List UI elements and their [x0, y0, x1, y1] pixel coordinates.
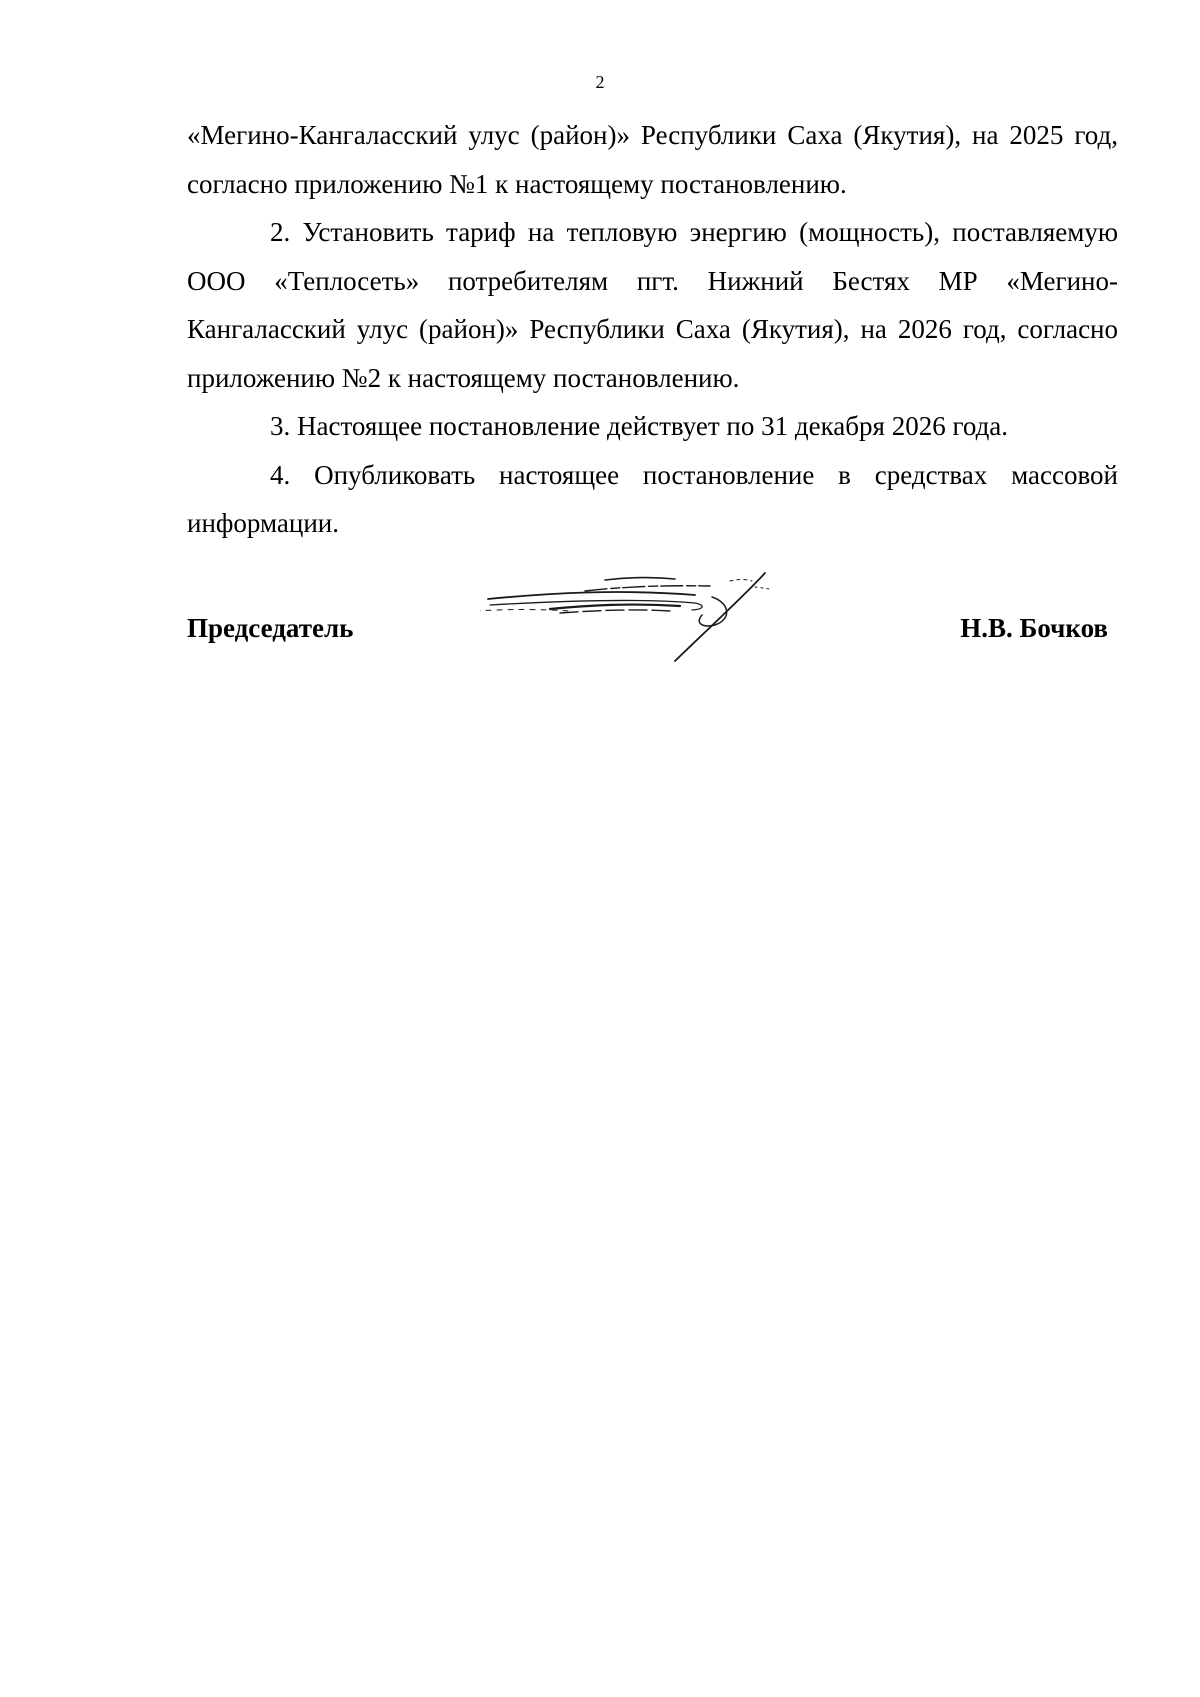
page-number: 2 — [595, 72, 605, 92]
paragraph-continuation: «Мегино-Кангаласский улус (район)» Республики Саха (Якутия), на 2025 год, согласно приложению №1 к настоящему постановлению. — [187, 120, 1118, 199]
signature-block — [187, 610, 1108, 650]
document-body — [187, 111, 1118, 548]
signatory-name: Н.В. Бочков — [960, 613, 1108, 643]
paragraph-item-3: 3. Настоящее постановление действует по 31 декабря 2026 года. — [270, 411, 1009, 441]
paragraph-item-2: 2. Установить тариф на тепловую энергию (мощность), поставляемую ООО «Теплосеть» потребителям пгт. Нижний Бестях МР «Мегино-Кангаласский улус (район)» Республики Саха (Якутия), на 2026 год, согласно приложению №2 к настоящему постановлению. — [187, 217, 1118, 393]
signatory-role: Председатель — [187, 613, 354, 643]
paragraph-item-4: 4. Опубликовать настоящее постановление в средствах массовой информации. — [187, 459, 1118, 538]
